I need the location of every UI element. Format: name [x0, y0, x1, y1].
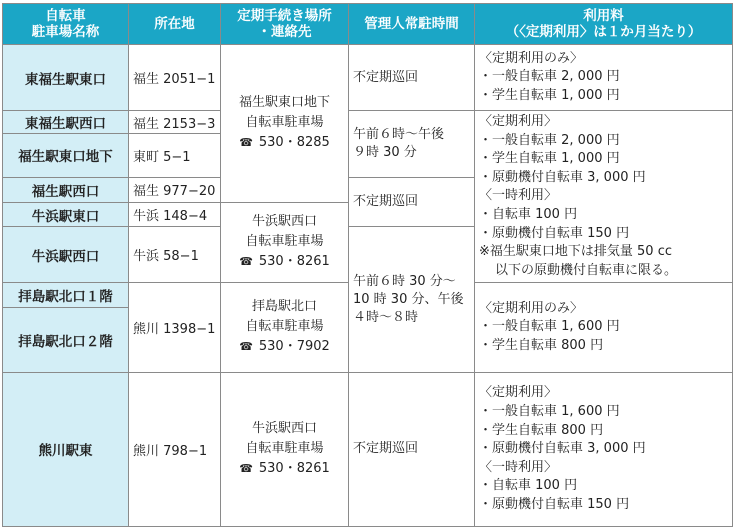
lot-name: 牛浜駅西口 [3, 227, 129, 283]
hours-line: 10 時 30 分、午後 [353, 291, 464, 307]
lot-location: 牛浜 58−1 [129, 227, 221, 283]
fee-line: ・一般自転車 1, 600 円 [479, 319, 620, 335]
lot-name: 牛浜駅東口 [3, 202, 129, 227]
contact-cell [221, 45, 349, 203]
fee-line: 〈定期利用〉 [479, 114, 558, 130]
fee-line: ・自転車 100 円 [479, 206, 578, 222]
hours-line: ４時〜８時 [353, 309, 419, 325]
lot-name: 熊川駅東 [3, 372, 129, 526]
contact-line: 牛浜駅西口 [251, 421, 317, 437]
hours-cell: 不定期巡回 [349, 177, 475, 227]
fee-line: 〈一時利用〉 [479, 459, 558, 475]
contact-line: 自転車駐車場 [245, 441, 324, 457]
fee-line: 〈定期利用〉 [479, 385, 558, 401]
lot-location: 東町 5−1 [129, 133, 221, 177]
fee-line: 〈一時利用〉 [479, 188, 558, 204]
phone-icon: ☎ [239, 462, 253, 476]
hours-cell [349, 111, 475, 177]
fee-line: 〈定期利用のみ〉 [479, 50, 584, 66]
header-contact-line2: ・連絡先 [257, 24, 312, 40]
lot-name: 東福生駅西口 [3, 111, 129, 133]
contact-phone-number: 530・8285 [258, 135, 330, 151]
header-location: 所在地 [129, 4, 221, 45]
fee-cell [475, 45, 733, 111]
header-hours: 管理人常駐時間 [349, 4, 475, 45]
hours-line: 午前６時 30 分〜 [353, 273, 456, 289]
table-row [3, 45, 733, 111]
contact-cell [221, 202, 349, 283]
fee-line: ・自転車 100 円 [479, 478, 578, 494]
contact-phone [225, 337, 344, 357]
contact-phone [225, 252, 344, 272]
fee-cell [475, 372, 733, 526]
lot-name: 拝島駅北口１階 [3, 283, 129, 307]
fee-line: ・原動機付自転車 3, 000 円 [479, 441, 646, 457]
hours-line: 午前６時〜午後 [353, 126, 445, 142]
fee-line: ・一般自転車 2, 000 円 [479, 69, 620, 85]
phone-icon: ☎ [239, 340, 253, 354]
table-row [3, 111, 733, 133]
contact-line: 牛浜駅西口 [251, 214, 317, 230]
contact-line: 自転車駐車場 [245, 234, 324, 250]
contact-cell [221, 372, 349, 526]
contact-phone-number: 530・8261 [258, 461, 330, 477]
lot-location: 福生 2051−1 [129, 45, 221, 111]
fee-line: ・学生自転車 800 円 [479, 337, 604, 353]
contact-cell [221, 283, 349, 373]
header-contact-line1: 定期手続き場所 [237, 8, 332, 24]
header-fee [475, 4, 733, 45]
lot-name: 東福生駅東口 [3, 45, 129, 111]
table-row [3, 372, 733, 526]
fee-line: ・学生自転車 1, 000 円 [479, 151, 620, 167]
fee-line: 〈定期利用のみ〉 [479, 300, 584, 316]
contact-line: 福生駅東口地下 [238, 95, 330, 111]
contact-phone-number: 530・7902 [258, 339, 330, 355]
header-fee-line1: 利用料 [583, 8, 624, 24]
fee-note: ※福生駅東口地下は排気量 50 cc [479, 244, 672, 260]
fee-cell [475, 111, 733, 283]
lot-location: 福生 2153−3 [129, 111, 221, 133]
lot-location: 福生 977−20 [129, 177, 221, 202]
lot-name: 福生駅西口 [3, 177, 129, 202]
hours-cell [349, 227, 475, 372]
fee-line: ・学生自転車 1, 000 円 [479, 87, 620, 103]
fee-line: ・原動機付自転車 3, 000 円 [479, 169, 646, 185]
contact-line: 自転車駐車場 [245, 115, 324, 131]
contact-phone [225, 133, 344, 153]
fee-line: ・一般自転車 1, 600 円 [479, 403, 620, 419]
lot-name: 福生駅東口地下 [3, 133, 129, 177]
contact-line: 自転車駐車場 [245, 319, 324, 335]
hours-line: ９時 30 分 [353, 144, 417, 160]
header-name-line2: 駐車場名称 [31, 24, 100, 40]
fee-line: ・学生自転車 800 円 [479, 422, 604, 438]
header-row [3, 4, 733, 45]
fee-line: ・一般自転車 2, 000 円 [479, 132, 620, 148]
fee-note: 以下の原動機付自転車に限る。 [495, 262, 678, 278]
fee-line: ・原動機付自転車 150 円 [479, 225, 630, 241]
lot-location: 熊川 798−1 [129, 372, 221, 526]
header-name [3, 4, 129, 45]
hours-cell: 不定期巡回 [349, 45, 475, 111]
lot-name: 拝島駅北口２階 [3, 307, 129, 372]
phone-icon: ☎ [239, 136, 253, 150]
contact-line: 拝島駅北口 [251, 299, 317, 315]
contact-phone-number: 530・8261 [258, 254, 330, 270]
phone-icon: ☎ [239, 255, 253, 269]
contact-phone [225, 459, 344, 479]
lot-location: 牛浜 148−4 [129, 202, 221, 227]
hours-cell: 不定期巡回 [349, 372, 475, 526]
header-name-line1: 自転車 [45, 8, 86, 24]
header-contact [221, 4, 349, 45]
lot-location: 熊川 1398−1 [129, 283, 221, 373]
header-fee-line2: （〈定期利用〉は１か月当たり） [505, 24, 702, 40]
parking-fee-table [2, 3, 733, 527]
fee-cell [475, 283, 733, 373]
fee-line: ・原動機付自転車 150 円 [479, 496, 630, 512]
